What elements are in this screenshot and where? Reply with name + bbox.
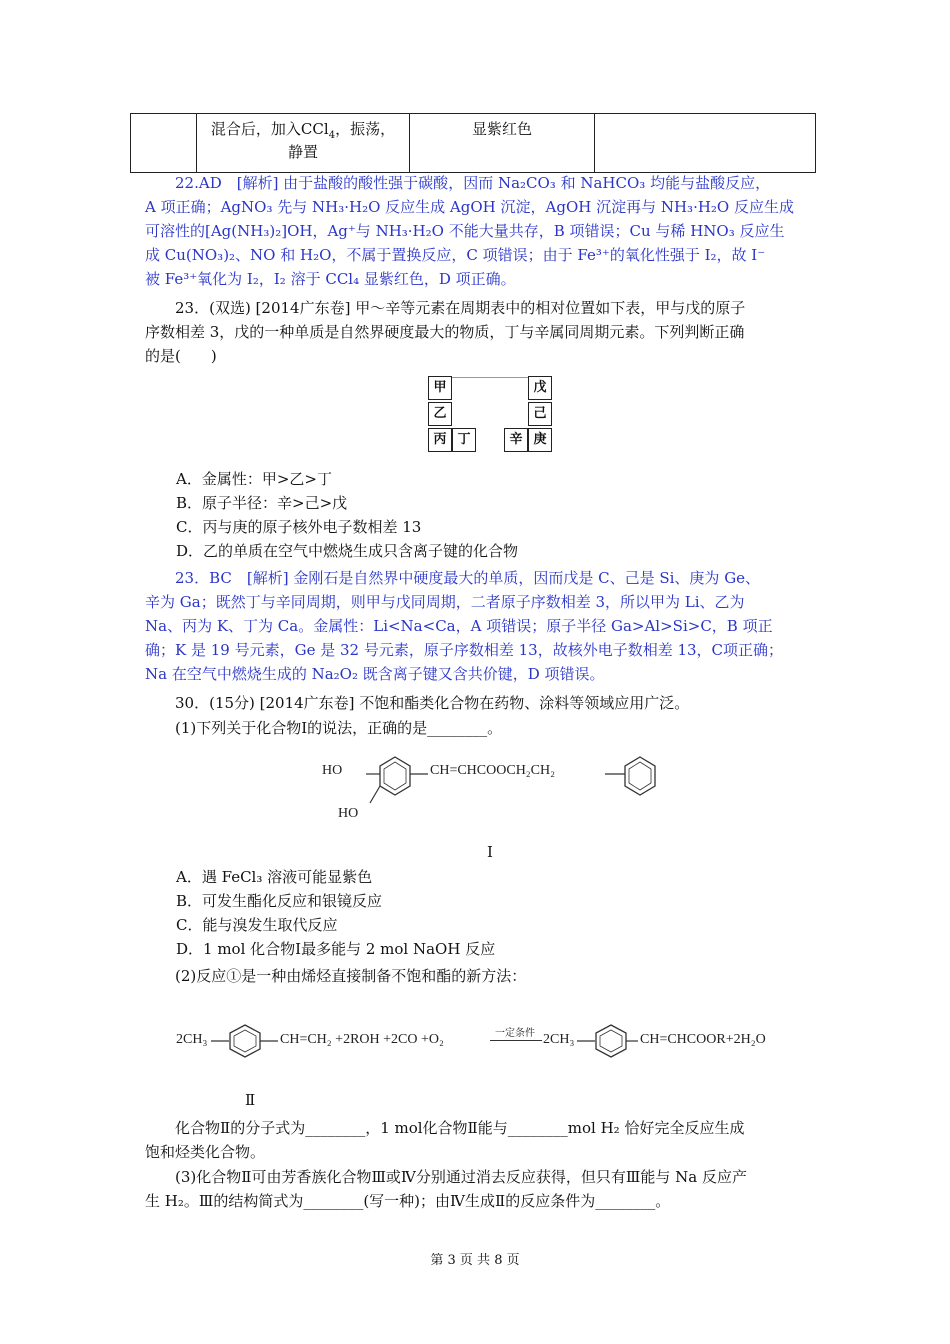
q23-options	[176, 467, 518, 563]
cell-bing: 丙	[428, 428, 452, 452]
table-cell-operation: 混合后，加入CCl$_4$，振荡， 静置	[197, 114, 410, 173]
option-b: B．原子半径：辛>己>戊	[176, 494, 348, 512]
q23-stem: 23．(双选) [2014广东卷] 甲～辛等元素在周期表中的相对位置如下表，甲与戊的原子 序数相差 3，戊的一种单质是自然界硬度最大的物质，丁与辛属同周期元素。下列判断正确 的是( )	[145, 299, 746, 365]
cell-yi: 乙	[428, 402, 452, 426]
reaction-rings	[205, 1020, 675, 1064]
option-d: D．1 mol 化合物Ⅰ最多能与 2 mol NaOH 反应	[176, 940, 496, 958]
option-b: B．可发生酯化反应和银镜反应	[176, 892, 383, 910]
cell-ding: 丁	[452, 428, 476, 452]
reaction-condition: 一定条件	[495, 1028, 535, 1039]
option-c: C．丙与庚的原子核外电子数相差 13	[176, 518, 422, 536]
q30-part2-question: 化合物Ⅱ的分子式为________，1 mol化合物Ⅱ能与________mol H₂ 恰好完全反应生成	[175, 1119, 745, 1137]
page-footer: 第 3 页 共 8 页	[430, 1253, 520, 1268]
reaction-right-prefix: 2CH₃	[543, 1032, 575, 1047]
cell-xin: 辛	[504, 428, 528, 452]
q30-part1: (1)下列关于化合物Ⅰ的说法，正确的是________。	[175, 719, 503, 737]
q23-answer: 23．BC [解析] 金刚石是自然界中硬度最大的单质，因而戊是 C、己是 Si、庚为 Ge、 辛为 Ga；既然丁与辛同周期，则甲与戊同周期，二者原子序数相差 3，所以甲为 Li、乙为 Na、丙为 K、丁为 Ca。金属性：Li<Na<Ca，A 项错误；原子半径 Ga>Al>Si>C，B 项正 确；K 是 19 号元素，Ge 是 32 号元素，原子序数相差 13，故核外电子数相差 13，C项正确； Na 在空气中燃烧生成的 Na₂O₂ 既含离子键又含共价键，D 项错误。	[145, 569, 784, 683]
table-cell-empty	[131, 114, 197, 173]
q30-part2: (2)反应①是一种由烯烃直接制备不饱和酯的新方法：	[175, 967, 527, 985]
table-cell-conclusion	[595, 114, 816, 173]
q30-part3-cont: 生 H₂。Ⅲ的结构简式为________(写一种)；由Ⅳ生成Ⅱ的反应条件为________。	[145, 1192, 671, 1210]
reaction-right-chain: CH=CHCOOR+2H₂O	[640, 1032, 766, 1047]
cell-ji: 己	[528, 402, 552, 426]
periodic-table-fragment	[428, 376, 552, 454]
answer-table	[130, 113, 816, 173]
struct1-ho-bottom: HO	[338, 806, 359, 821]
q22-answer: 22.AD [解析] 由于盐酸的酸性强于碳酸，因而 Na₂CO₃ 和 NaHCO₃ 均能与盐酸反应， A 项正确；AgNO₃ 先与 NH₃·H₂O 反应生成 AgOH 沉淀，AgOH 沉淀再与 NH₃·H₂O 反应生成 可溶性的[Ag(NH₃)₂]OH，Ag⁺与 NH₃·H₂O 不能大量共存，B 项错误；Cu 与稀 HNO₃ 反应生 成 Cu(NO₃)₂、NO 和 H₂O，不属于置换反应，C 项错误；由于 Fe³⁺的氧化性强于 I₂，故 I⁻ 被 Fe³⁺氧化为 I₂，I₂ 溶于 CCl₄ 显紫红色，D 项正确。	[145, 174, 795, 288]
q30-part3: (3)化合物Ⅱ可由芳香族化合物Ⅲ或Ⅳ分别通过消去反应获得，但只有Ⅲ能与 Na 反应产	[175, 1168, 747, 1186]
q30-options	[176, 865, 495, 961]
q30-stem: 30．(15分) [2014广东卷] 不饱和酯类化合物在药物、涂料等领域应用广泛。	[175, 694, 690, 712]
struct1-ho-top: HO	[322, 763, 343, 778]
option-c: C．能与溴发生取代反应	[176, 916, 338, 934]
cell-geng: 庚	[528, 428, 552, 452]
struct1-label: Ⅰ	[487, 843, 493, 861]
reaction-left-chain: CH=CH₂ +2ROH +2CO +O₂	[280, 1032, 444, 1047]
table-cell-phenomenon: 显紫红色	[410, 114, 595, 173]
option-a: A．金属性：甲>乙>丁	[176, 470, 332, 488]
q30-part2-question-cont: 饱和烃类化合物。	[145, 1143, 266, 1161]
cell-wu: 戊	[528, 376, 552, 400]
option-a: A．遇 FeCl₃ 溶液可能显紫色	[176, 868, 373, 886]
struct1-chain: CH=CHCOOCH₂CH₂	[430, 763, 556, 778]
struct1-rings	[340, 748, 670, 818]
option-d: D．乙的单质在空气中燃烧生成只含离子键的化合物	[176, 542, 519, 560]
cell-jia: 甲	[428, 376, 452, 400]
reaction-label: Ⅱ	[245, 1091, 256, 1109]
reaction-left-prefix: 2CH₃	[176, 1032, 208, 1047]
table-cell-line2: 静置	[287, 143, 318, 161]
